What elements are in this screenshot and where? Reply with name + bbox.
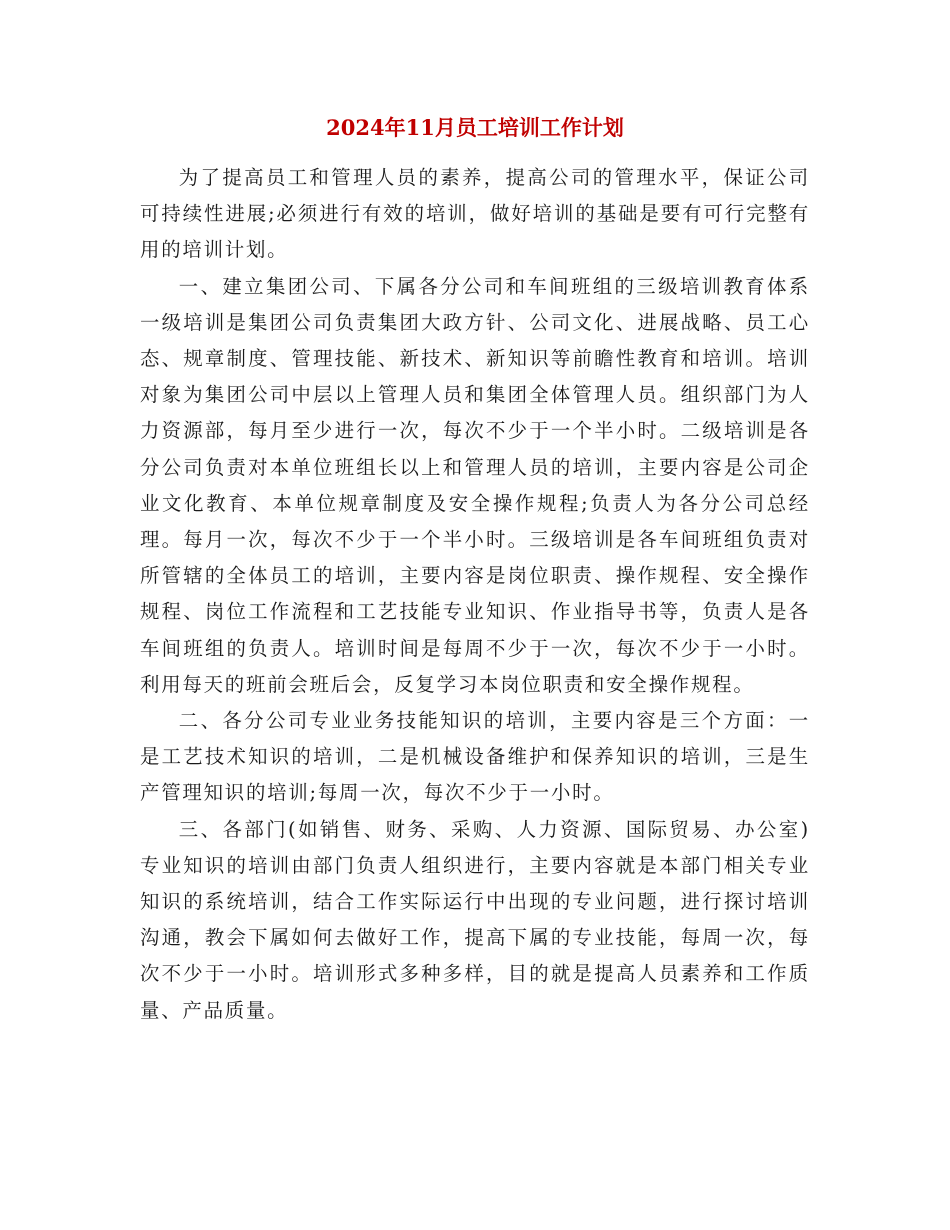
paragraph-intro: 为了提高员工和管理人员的素养，提高公司的管理水平，保证公司可持续性进展;必须进行有效的培训，做好培训的基础是要有可行完整有用的培训计划。 [140, 166, 810, 262]
page-title: 2024年11月员工培训工作计划 [326, 115, 624, 140]
paragraph-section-3: 三、各部门(如销售、财务、采购、人力资源、国际贸易、办公室)专业知识的培训由部门负责人组织进行，主要内容就是本部门相关专业知识的系统培训，结合工作实际运行中出现的专业问题，进行探讨培训沟通，教会下属如何去做好工作，提高下属的专业技能，每周一次，每次不少于一小时。培训形式多种多样，目的就是提高人员素养和工作质量、产品质量。 [140, 817, 810, 1022]
paragraph-section-2: 二、各分公司专业业务技能知识的培训，主要内容是三个方面：一是工艺技术知识的培训，二是机械设备维护和保养知识的培训，三是生产管理知识的培训;每周一次，每次不少于一小时。 [140, 709, 810, 805]
document-body [140, 160, 810, 1029]
paragraph-section-1: 一、建立集团公司、下属各分公司和车间班组的三级培训教育体系一级培训是集团公司负责集团大政方针、公司文化、进展战略、员工心态、规章制度、管理技能、新技术、新知识等前瞻性教育和培训。培训对象为集团公司中层以上管理人员和集团全体管理人员。组织部门为人力资源部，每月至少进行一次，每次不少于一个半小时。二级培训是各分公司负责对本单位班组长以上和管理人员的培训，主要内容是公司企业文化教育、本单位规章制度及安全操作规程;负责人为各分公司总经理。每月一次，每次不少于一个半小时。三级培训是各车间班组负责对所管辖的全体员工的培训，主要内容是岗位职责、操作规程、安全操作规程、岗位工作流程和工艺技能专业知识、作业指导书等，负责人是各车间班组的负责人。培训时间是每周不少于一次，每次不少于一小时。利用每天的班前会班后会，反复学习本岗位职责和安全操作规程。 [140, 274, 810, 696]
